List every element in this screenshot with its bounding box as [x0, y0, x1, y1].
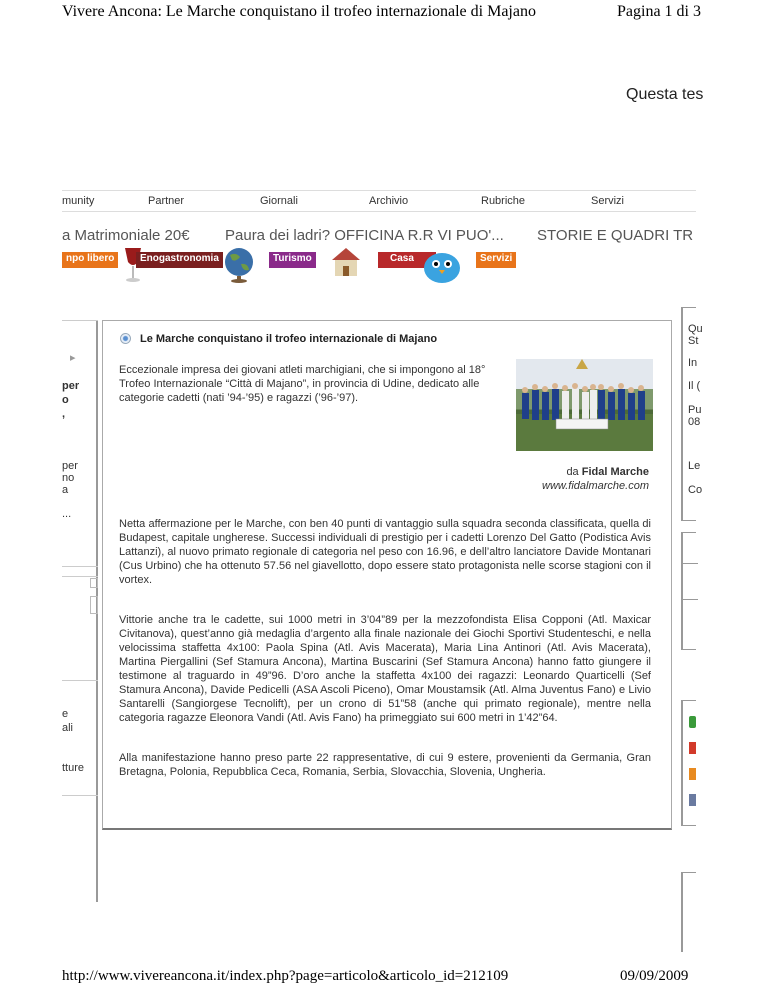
right-box-bottom: [681, 872, 696, 952]
sidebar-text-fragment: ali: [62, 722, 74, 734]
print-page-title: Vivere Ancona: Le Marche conquistano il trofeo internazionale di Majano: [62, 3, 536, 20]
category-servizi[interactable]: Servizi: [476, 252, 516, 268]
sidebar-text-fragment: ,: [62, 408, 66, 420]
arrow-right-icon[interactable]: ▸: [70, 352, 76, 364]
sidebar-text-fragment: tture: [62, 762, 85, 774]
sidebar-text-fragment: Pu: [688, 404, 702, 416]
nav-item-partner[interactable]: Partner: [148, 195, 185, 207]
nav-item-community[interactable]: munity: [62, 195, 95, 207]
print-icon[interactable]: [689, 794, 696, 806]
photo-credit: [503, 465, 649, 493]
ticker-item[interactable]: Paura dei ladri? OFFICINA R.R VI PUO'...: [225, 227, 504, 244]
print-page-number: Pagina 1 di 3: [617, 3, 701, 20]
sidebar-text-fragment: no: [62, 472, 75, 484]
right-box: [681, 532, 696, 650]
category-bar: [62, 246, 696, 286]
print-header: [0, 0, 768, 26]
nav-item-servizi[interactable]: Servizi: [591, 195, 625, 207]
sidebar-input-edge[interactable]: [90, 578, 98, 588]
ticker-item[interactable]: STORIE E QUADRI TR: [537, 227, 694, 244]
print-date: 09/09/2009: [620, 968, 689, 984]
sidebar-text-fragment: e: [62, 708, 69, 720]
article-paragraph: Alla manifestazione hanno preso parte 22 rappresentative, di cui 9 estere, provenienti da Germania, Gran Bretagna, Polonia, Repubblica Ceca, Romania, Serbia, Slovacchia, Slovenia, Ungheria.: [119, 752, 651, 778]
nav-item-giornali[interactable]: Giornali: [260, 195, 298, 207]
article-lead: Eccezionale impresa dei giovani atleti marchigiani, che si impongono al 18° Trofeo Internazionale “Città di Majano”, in provincia di Udine, dedicato alle categorie cadetti (nati ’94-’95) e ragazzi (’96-’97).: [119, 364, 486, 404]
pdf-icon[interactable]: [689, 742, 696, 754]
sidebar-text-fragment: ...: [62, 508, 72, 520]
sidebar-text-fragment: Co: [688, 484, 703, 496]
right-sidebar: [681, 307, 703, 521]
credit-source-link[interactable]: www.fidalmarche.com: [542, 480, 649, 492]
sidebar-text-fragment: In: [688, 357, 698, 369]
article-title: Le Marche conquistano il trofeo internazionale di Majano: [140, 333, 438, 345]
team-photo: [516, 359, 653, 451]
article-heading: [120, 333, 437, 345]
main-navigation: [62, 190, 696, 212]
nav-item-rubriche[interactable]: Rubriche: [481, 195, 526, 207]
sidebar-text-fragment: Qu: [688, 323, 703, 335]
sidebar-text-fragment: St: [688, 335, 699, 347]
athletes-group-image: [516, 359, 653, 451]
sidebar-text-fragment: Il (: [688, 380, 701, 392]
article-paragraph: Vittorie anche tra le cadette, sui 1000 metri in 3’04”89 per la mezzofondista Elisa Copponi (Atl. Maxicar Civitanova), quest’anno già medaglia d’argento alla finale nazionale dei Giochi Sportivi Studenteschi, e nella velocissima staffetta 4x100: Paola Spina (Atl. Avis Macerata), Maria Lina Antinori (Atl. Avis Macerata), Martina Piergallini (Sef Stamura Ancona), Martina Buscarini (Sef Stamura Ancona) hanno fatto giungere il testimone al traguardo in 49”96. D’oro anche la staffetta 4x100 dei ragazzi: Leonardo Quarticelli (Sef Stamura Ancona), Davide Pedicelli (ASA Ascoli Piceno), Omar Moustamsik (Atl. Alma Juventus Fano) e Livio Santarelli (Sangiorgese Tecnolift), per un crono di 51”58 (anche qui primato regionale), mentre nella categoria ragazze Eleonora Vandi (Atl. Avis Fano) ha primeggiato sui 600 metri in 1’42”64.: [119, 614, 651, 724]
rss-icon[interactable]: [689, 768, 696, 780]
nav-item-archivio[interactable]: Archivio: [369, 195, 409, 207]
credit-prefix: da: [566, 466, 579, 478]
category-casa[interactable]: Casa: [378, 252, 436, 268]
house-icon: [328, 246, 364, 280]
article-box: [102, 320, 672, 830]
credit-name: Fidal Marche: [581, 466, 649, 478]
category-enogastronomia[interactable]: Enogastronomia: [136, 252, 223, 268]
left-sidebar: [62, 320, 98, 902]
radio-bullet-icon: [120, 333, 131, 344]
globe-icon: [222, 246, 256, 284]
bird-mascot-icon: [418, 244, 466, 286]
sidebar-text-fragment: 08: [688, 416, 701, 428]
sidebar-text-fragment: a: [62, 484, 69, 496]
category-tempo-libero[interactable]: npo libero: [62, 252, 118, 268]
category-turismo[interactable]: Turismo: [269, 252, 316, 268]
sidebar-input-edge[interactable]: [90, 596, 98, 614]
sidebar-text-fragment: o: [62, 394, 69, 406]
article-paragraph: Netta affermazione per le Marche, con ben 40 punti di vantaggio sulla squadra seconda classificata, quella di Budapest, capitale ungherese. Successi individuali di prestigio per i cadetti Lorenzo Del Gatto (Podistica Avis Lattanzi), al nuovo primato regionale di categoria nel peso con 16.96, e dell’altro lanciatore Davide Montanari (Cus Urbino) che ha ottenuto 57.56 nel giavellotto, dopo essere stato protagonista nelle scorse stagioni con il vortex.: [119, 518, 651, 586]
ticker-item[interactable]: a Matrimoniale 20€: [62, 227, 190, 244]
news-ticker: [62, 227, 696, 247]
print-footer: [0, 966, 768, 990]
speaker-icon[interactable]: [689, 716, 696, 728]
sidebar-text-fragment: Le: [688, 460, 701, 472]
top-banner-text: Questa tes: [626, 86, 704, 103]
page-url: http://www.vivereancona.it/index.php?page=articolo&articolo_id=212109: [62, 968, 509, 984]
sidebar-text-fragment: per: [62, 380, 80, 392]
sidebar-text-fragment: per: [62, 460, 78, 472]
